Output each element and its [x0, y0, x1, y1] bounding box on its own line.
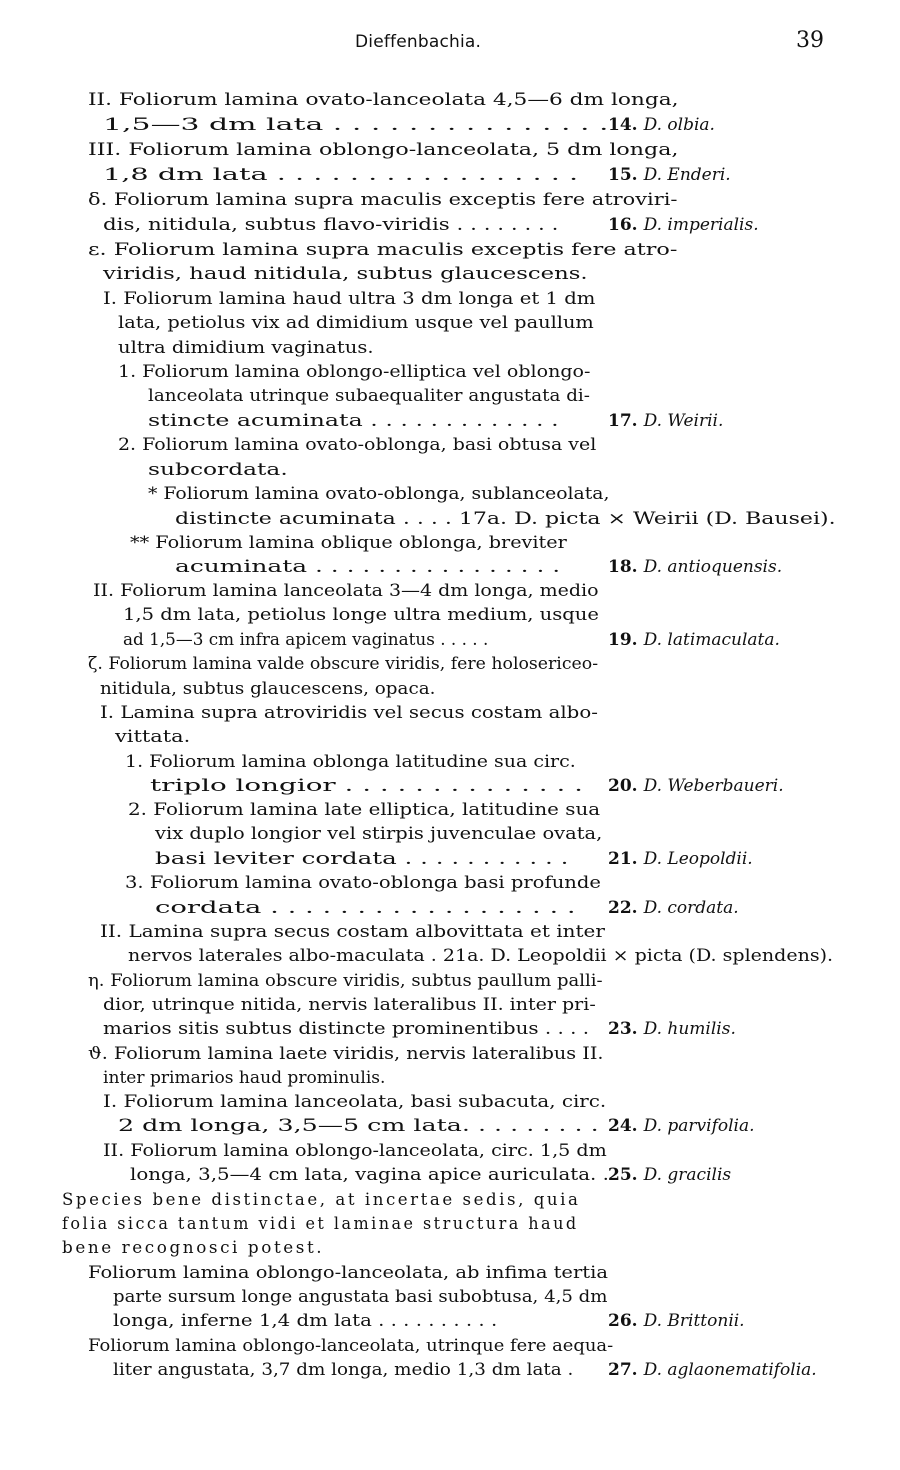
line-text: 2. Foliorum lamina ovato-oblonga, basi obtusa vel — [118, 435, 597, 455]
species-entry — [608, 774, 784, 798]
entry-number: 25. — [608, 1165, 638, 1185]
species-entry — [608, 628, 780, 652]
line-text: II. Foliorum lamina ovato-lanceolata 4,5—6 dm longa, — [88, 90, 679, 110]
species-name: D. antioquensis. — [643, 557, 783, 577]
entry-number: 19. — [608, 630, 638, 650]
species-name: D. Weirii. — [643, 411, 724, 431]
line-text: 3. Foliorum lamina ovato-oblonga basi profunde — [125, 873, 601, 893]
line-text: subcordata. — [148, 460, 288, 480]
entry-number: 23. — [608, 1019, 638, 1039]
species-entry — [608, 1309, 745, 1333]
species-entry — [608, 163, 731, 187]
line-text: liter angustata, 3,7 dm longa, medio 1,3 dm lata . — [113, 1360, 574, 1380]
line-text: II. Foliorum lamina oblongo-lanceolata, circ. 1,5 dm — [103, 1141, 607, 1161]
page-number: 39 — [796, 28, 824, 53]
species-entry — [608, 213, 759, 237]
entry-number: 21. — [608, 849, 638, 869]
line-text: δ. Foliorum lamina supra maculis exceptis fere atroviri- — [88, 190, 678, 210]
line-text: basi leviter cordata . . . . . . . . . . . — [155, 849, 569, 869]
line-text: marios sitis subtus distincte prominentibus . . . . — [103, 1019, 590, 1039]
species-name: D. latimaculata. — [643, 630, 780, 650]
line-text: η. Foliorum lamina obscure viridis, subtus paullum palli- — [88, 971, 603, 991]
entry-number: 26. — [608, 1311, 638, 1331]
species-name: D. Enderi. — [643, 165, 731, 185]
line-text: 1,5 dm lata, petiolus longe ultra medium, usque — [123, 605, 599, 625]
line-text: dior, utrinque nitida, nervis lateralibus II. inter pri- — [103, 995, 596, 1015]
line-text: I. Lamina supra atroviridis vel secus costam albo- — [100, 703, 598, 723]
species-entry — [608, 113, 715, 137]
species-name: D. parvifolia. — [643, 1116, 755, 1136]
species-name: D. gracilis — [643, 1165, 732, 1185]
line-text: Foliorum lamina oblongo-lanceolata, utrinque fere aequa- — [88, 1336, 614, 1356]
line-text: II. Lamina supra secus costam albovittata et inter — [100, 922, 605, 942]
line-text: 1,5—3 dm lata . . . . . . . . . . . . . . . — [103, 115, 609, 135]
species-name: D. humilis. — [643, 1019, 736, 1039]
species-entry — [608, 409, 723, 433]
species-name: D. imperialis. — [643, 215, 759, 235]
species-entry — [608, 1358, 817, 1382]
line-text: nervos laterales albo-maculata . 21a. D. Leopoldii × picta (D. splendens). — [128, 946, 834, 966]
line-text: 1,8 dm lata . . . . . . . . . . . . . . . . . — [103, 165, 579, 185]
species-entry — [608, 1114, 755, 1138]
entry-number: 24. — [608, 1116, 638, 1136]
line-text: I. Foliorum lamina lanceolata, basi subacuta, circ. — [103, 1092, 607, 1112]
line-text: ϑ. Foliorum lamina laete viridis, nervis lateralibus II. — [88, 1044, 604, 1064]
line-text: parte sursum longe angustata basi subobtusa, 4,5 dm — [113, 1287, 608, 1307]
line-text: longa, 3,5—4 cm lata, vagina apice auriculata. . — [130, 1165, 609, 1185]
line-text: stincte acuminata . . . . . . . . . . . . . — [148, 411, 559, 431]
species-name: D. cordata. — [643, 898, 739, 918]
species-entry — [608, 555, 782, 579]
species-name: D. Weberbaueri. — [643, 776, 784, 796]
line-text: III. Foliorum lamina oblongo-lanceolata, 5 dm longa, — [88, 140, 679, 160]
entry-number: 14. — [608, 115, 638, 135]
species-entry — [608, 896, 739, 920]
line-text: Foliorum lamina oblongo-lanceolata, ab infima tertia — [88, 1263, 608, 1283]
species-name: D. aglaonematifolia. — [643, 1360, 817, 1380]
line-text: lanceolata utrinque subaequaliter angustata di- — [148, 386, 590, 406]
line-text: lata, petiolus vix ad dimidium usque vel paullum — [118, 313, 594, 333]
line-text: 2. Foliorum lamina late elliptica, latitudine sua — [128, 800, 601, 820]
page-header — [0, 28, 900, 58]
line-text: 1. Foliorum lamina oblongo-elliptica vel oblongo- — [118, 362, 591, 382]
line-text: distincte acuminata . . . . 17a. D. picta × Weirii (D. Bausei). — [175, 509, 836, 529]
line-text: inter primarios haud prominulis. — [103, 1068, 386, 1088]
entry-number: 27. — [608, 1360, 638, 1380]
line-text: folia sicca tantum vidi et laminae structura haud — [62, 1214, 579, 1234]
running-title: Dieffenbachia. — [355, 32, 482, 52]
line-text: Species bene distinctae, at incertae sedis, quia — [62, 1190, 581, 1210]
entry-number: 20. — [608, 776, 638, 796]
line-text: longa, inferne 1,4 dm lata . . . . . . . . . . — [113, 1311, 498, 1331]
line-text: I. Foliorum lamina haud ultra 3 dm longa et 1 dm — [103, 289, 596, 309]
line-text: vittata. — [115, 727, 191, 747]
species-entry — [608, 847, 753, 871]
species-name: D. olbia. — [643, 115, 715, 135]
species-name: D. Leopoldii. — [643, 849, 753, 869]
line-text: ζ. Foliorum lamina valde obscure viridis, fere holosericeo- — [88, 654, 599, 674]
species-entry — [608, 1163, 731, 1187]
entry-number: 15. — [608, 165, 638, 185]
line-text: cordata . . . . . . . . . . . . . . . . . . — [155, 898, 576, 918]
line-text: dis, nitidula, subtus flavo-viridis . . . . . . . . — [103, 215, 559, 235]
species-entry — [608, 1017, 736, 1041]
line-text: triplo longior . . . . . . . . . . . . . . — [150, 776, 583, 796]
species-name: D. Brittonii. — [643, 1311, 745, 1331]
line-text: ultra dimidium vaginatus. — [118, 338, 374, 358]
line-text: viridis, haud nitidula, subtus glaucescens. — [103, 264, 588, 284]
line-text: * Foliorum lamina ovato-oblonga, sublanceolata, — [148, 484, 610, 504]
line-text: 1. Foliorum lamina oblonga latitudine sua circ. — [125, 752, 576, 772]
line-text: 2 dm longa, 3,5—5 cm lata. . . . . . . . . — [118, 1116, 599, 1136]
line-text: ad 1,5—3 cm infra apicem vaginatus . . . . . — [123, 630, 489, 650]
entry-number: 22. — [608, 898, 638, 918]
line-text: vix duplo longior vel stirpis juvenculae ovata, — [155, 824, 603, 844]
line-text: ** Foliorum lamina oblique oblonga, breviter — [130, 533, 567, 553]
line-text: ε. Foliorum lamina supra maculis exceptis fere atro- — [88, 240, 678, 260]
line-text: bene recognosci potest. — [62, 1238, 325, 1258]
line-text: II. Foliorum lamina lanceolata 3—4 dm longa, medio — [93, 581, 599, 601]
entry-number: 16. — [608, 215, 638, 235]
entry-number: 17. — [608, 411, 638, 431]
line-text: nitidula, subtus glaucescens, opaca. — [100, 679, 436, 699]
line-text: acuminata . . . . . . . . . . . . . . . . — [175, 557, 561, 577]
entry-number: 18. — [608, 557, 638, 577]
